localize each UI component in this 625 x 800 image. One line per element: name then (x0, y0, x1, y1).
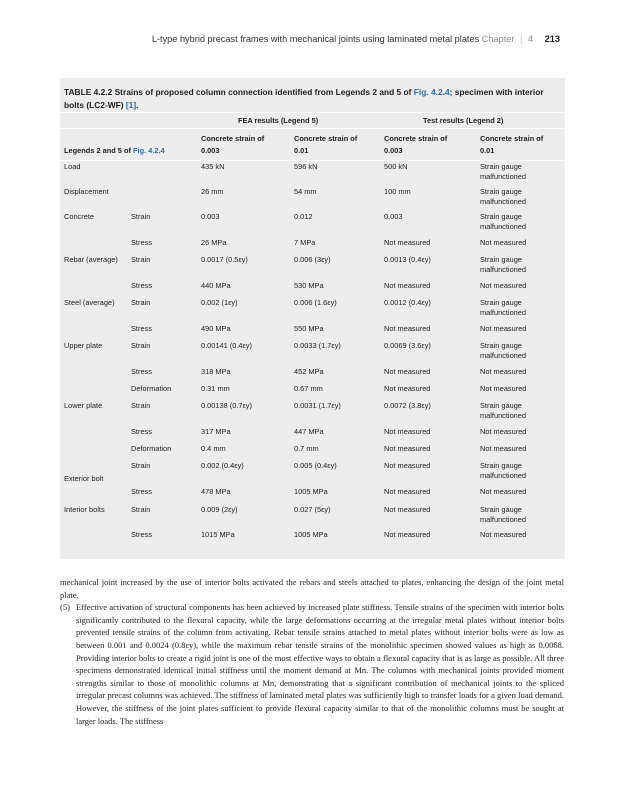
row-label: Rebar (average) (64, 255, 118, 264)
table-cell: 0.0072 (3.8εy) (384, 401, 431, 410)
table-cell: Not measured (384, 427, 431, 436)
table-cell: 500 kN (384, 162, 408, 171)
header-title: L-type hybrid precast frames with mechanical joints using laminated metal plates (151, 34, 480, 44)
row-sublabel: Stress (131, 367, 152, 376)
table-cell: 0.002 (1εy) (201, 298, 238, 307)
table-cell: 0.0033 (1.7εy) (294, 341, 341, 350)
column-header-line2: 0.003 (384, 146, 403, 155)
row-label: Concrete (64, 212, 94, 221)
table-cell: 0.7 mm (294, 444, 319, 453)
table-cell: Not measured (480, 530, 527, 539)
table-cell: 317 MPa (201, 427, 231, 436)
row-label-exterior-bolt: Exterior bolt (64, 474, 104, 483)
header-chapter-label: Chapter (481, 34, 515, 44)
table-cell: 0.0012 (0.4εy) (384, 298, 431, 307)
strain-table (60, 78, 565, 559)
table-cell: 550 MPa (294, 324, 324, 333)
table-cell: 530 MPa (294, 281, 324, 290)
table-cell: Not measured (384, 238, 431, 247)
row-sublabel: Strain (131, 461, 151, 470)
column-header-line1: Concrete strain of (480, 134, 544, 143)
table-cell: 26 mm (201, 187, 224, 196)
table-cell: 0.0069 (3.6εy) (384, 341, 431, 350)
table-caption (64, 86, 561, 111)
list-item-number: (5) (60, 602, 70, 613)
table-cell: Not measured (480, 427, 527, 436)
table-cell: 478 MPa (201, 487, 231, 496)
table-cell: 54 mm (294, 187, 317, 196)
table-cell: Not measured (480, 324, 527, 333)
table-cell: 0.009 (2εy) (201, 505, 238, 514)
table-cell: 0.0031 (1.7εy) (294, 401, 341, 410)
table-cell: 0.006 (3εy) (294, 255, 331, 264)
row-sublabel: Strain (131, 255, 151, 264)
row-sublabel: Strain (131, 401, 151, 410)
table-cell: 452 MPa (294, 367, 324, 376)
table-cell: Strain gauge malfunctioned (480, 401, 527, 420)
table-cell: 1005 MPa (294, 530, 328, 539)
row-sublabel: Strain (131, 212, 151, 221)
caption-period: . (136, 99, 139, 110)
legend-figure-link[interactable]: Fig. 4.2.4 (133, 146, 165, 155)
table-cell: 0.003 (384, 212, 403, 221)
table-cell: Not measured (384, 384, 431, 393)
table-cell: Not measured (384, 487, 431, 496)
legend-header-text: Legends 2 and 5 of (64, 146, 131, 155)
group-header-test: Test results (Legend 2) (423, 116, 504, 125)
row-label: Lower plate (64, 401, 103, 410)
row-sublabel: Stress (131, 487, 152, 496)
table-cell: Not measured (384, 444, 431, 453)
caption-reference-link[interactable]: [1] (125, 99, 137, 110)
table-cell: 0.012 (294, 212, 313, 221)
table-rule (60, 128, 565, 129)
row-sublabel: Stress (131, 324, 152, 333)
row-label: Load (64, 162, 81, 171)
table-cell: 318 MPa (201, 367, 231, 376)
table-cell: 0.005 (0.4εy) (294, 461, 337, 470)
table-cell: 0.4 mm (201, 444, 226, 453)
table-cell: Not measured (384, 505, 431, 514)
table-cell: Strain gauge malfunctioned (480, 187, 527, 206)
table-cell: Not measured (480, 238, 527, 247)
column-header-line2: 0.01 (294, 146, 309, 155)
row-sublabel: Stress (131, 281, 152, 290)
table-cell: 0.003 (201, 212, 220, 221)
header-chapter-number: 4 (527, 34, 534, 44)
list-item-text: Effective activation of structural components has been achieved by increased plate stiffness. Tensile strains of the specimen with interior bolts significantly contributed to the flexural capacity, while the large deformations occurring at the irregular metal plates without interior bolts prevented tensile strains of the column from activating. Rebar tensile strains attached to metal plates without interior bolts were as low as between 0.001 and 0.0024 (0.8εy), while the maximum rebar tensile strains of the monolithic specimen showed values as high as 0.0068. Providing interior bolts to create a rigid joint is one of the most effective ways to obtain a flexural capacity that is as large as possible. All three specimens demonstrated identical initial stiffness until the moment demand at Mn. The columns with mechanical joints provided moment strengths similar to those of monolithic columns at Mn, demonstrating that a significant contribution of mechanical joints to the spliced irregular precast columns was achieved. The stiffness of laminated metal plates was sufficiently high to transfer loads for a given load demand. However, the stiffness of the joint plates sufficient to provide flexural capacity similar to that of the monolithic columns must be sought at larger loads. The stiffness (76, 602, 564, 726)
column-header-line1: Concrete strain of (294, 134, 358, 143)
table-rule (60, 160, 565, 161)
table-cell: 0.67 mm (294, 384, 323, 393)
table-cell: Strain gauge malfunctioned (480, 255, 527, 274)
row-label: Interior bolts (64, 505, 105, 514)
table-cell: Not measured (384, 324, 431, 333)
row-label: Displacement (64, 187, 109, 196)
row-sublabel: Stress (131, 238, 152, 247)
legend-header (64, 146, 204, 156)
table-cell: Not measured (384, 281, 431, 290)
row-sublabel: Strain (131, 341, 151, 350)
table-cell: Not measured (480, 367, 527, 376)
row-sublabel: Deformation (131, 444, 172, 453)
table-cell: 490 MPa (201, 324, 231, 333)
table-cell: 26 MPa (201, 238, 227, 247)
table-cell: Strain gauge malfunctioned (480, 505, 527, 524)
row-sublabel: Stress (131, 530, 152, 539)
body-text (60, 576, 564, 727)
table-cell: 0.31 mm (201, 384, 230, 393)
table-cell: 0.006 (1.6εy) (294, 298, 337, 307)
column-header-line1: Concrete strain of (384, 134, 448, 143)
table-cell: Not measured (480, 384, 527, 393)
table-cell: 1005 MPa (294, 487, 328, 496)
column-header-line1: Concrete strain of (201, 134, 265, 143)
table-cell: 440 MPa (201, 281, 231, 290)
caption-text: TABLE 4.2.2 Strains of proposed column connection identified from Legends 2 and 5 of (64, 87, 412, 97)
row-sublabel: Stress (131, 427, 152, 436)
column-header-line2: 0.01 (480, 146, 495, 155)
table-cell: Not measured (384, 367, 431, 376)
table-cell: Not measured (480, 444, 527, 453)
table-cell: 596 kN (294, 162, 318, 171)
table-cell: 0.027 (5εy) (294, 505, 331, 514)
column-header-line2: 0.003 (201, 146, 220, 155)
table-cell: 0.0013 (0.4εy) (384, 255, 431, 264)
table-cell: 0.00141 (0.4εy) (201, 341, 252, 350)
row-sublabel: Strain (131, 298, 151, 307)
table-cell: Strain gauge malfunctioned (480, 298, 527, 317)
table-cell: 0.00138 (0.7εy) (201, 401, 252, 410)
table-cell: Not measured (480, 487, 527, 496)
paragraph: mechanical joint increased by the use of interior bolts activated the rebars and steels attached to plates, enhancing the design of the joint metal plate. (60, 577, 564, 600)
caption-text-2: ; specimen with interior bolts (LC2-WF) (64, 87, 544, 110)
header-separator: | (520, 34, 523, 44)
table-cell: Not measured (384, 530, 431, 539)
row-sublabel: Strain (131, 505, 151, 514)
table-cell: Strain gauge malfunctioned (480, 341, 527, 360)
row-label: Steel (average) (64, 298, 115, 307)
table-cell: 435 kN (201, 162, 225, 171)
table-cell: 1015 MPa (201, 530, 235, 539)
table-cell: Strain gauge malfunctioned (480, 461, 527, 480)
row-label: Upper plate (64, 341, 103, 350)
group-header-fea: FEA results (Legend 5) (238, 116, 319, 125)
table-cell: Not measured (480, 281, 527, 290)
table-cell: Not measured (384, 461, 431, 470)
table-cell: 0.0017 (0.5εy) (201, 255, 248, 264)
page-number: 213 (544, 34, 560, 44)
table-cell: Strain gauge malfunctioned (480, 212, 527, 231)
table-cell: 7 MPa (294, 238, 316, 247)
running-header (0, 34, 560, 44)
table-cell: Strain gauge malfunctioned (480, 162, 527, 181)
table-rule (60, 112, 565, 113)
table-cell: 0.002 (0.4εy) (201, 461, 244, 470)
table-cell: 447 MPa (294, 427, 324, 436)
list-item-5 (60, 601, 564, 727)
caption-figure-link[interactable]: Fig. 4.2.4 (413, 87, 450, 97)
table-cell: 100 mm (384, 187, 411, 196)
row-sublabel: Deformation (131, 384, 172, 393)
